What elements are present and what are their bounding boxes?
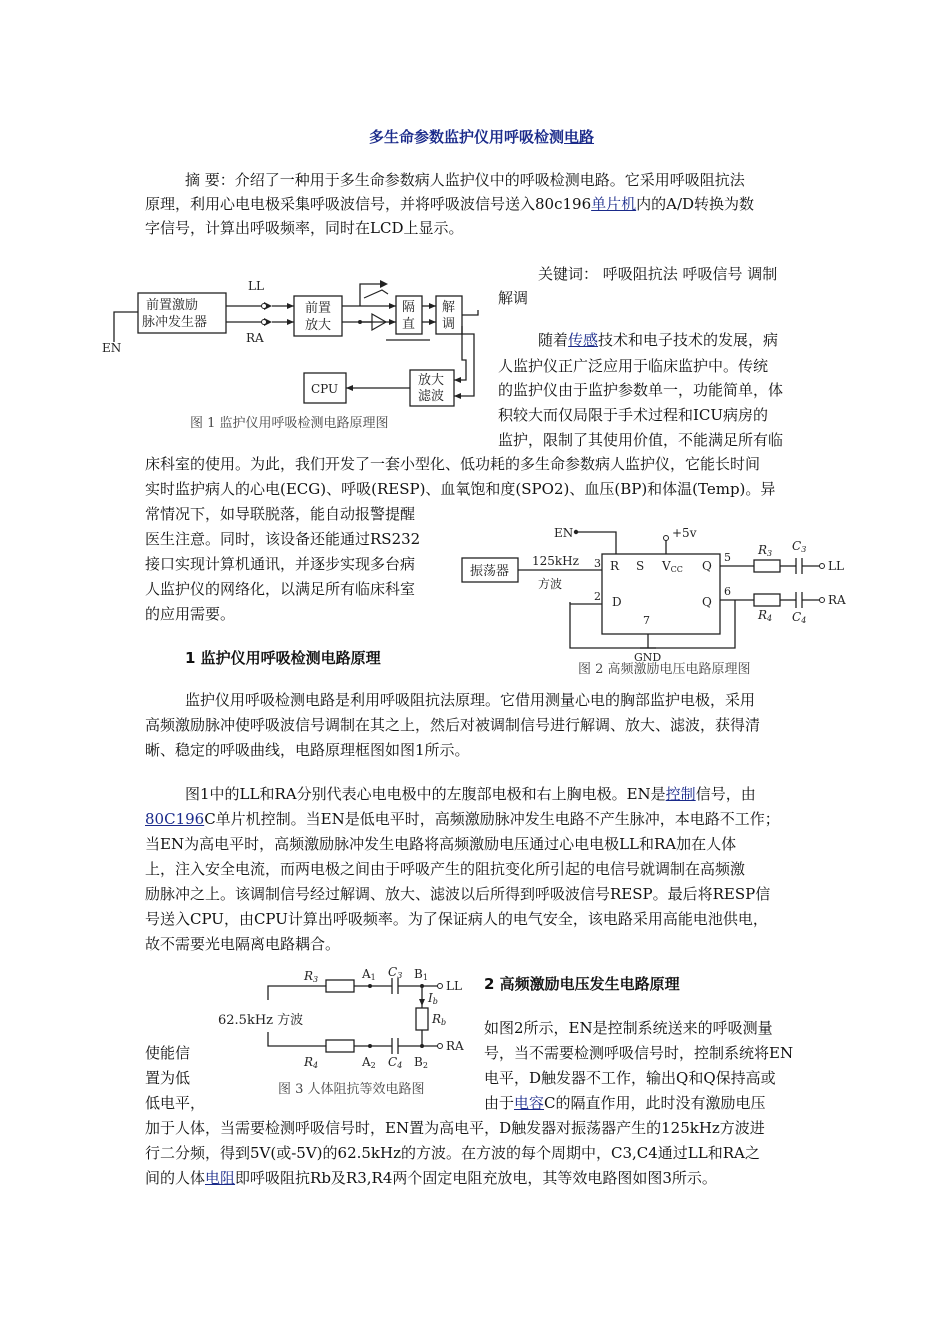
section1-p1-line-1: 监护仪用呼吸检测电路是利用呼吸阻抗法原理。它借用测量心电的胸部监护电极，采用 <box>185 691 756 709</box>
fig2-gnd-label: GND <box>634 651 662 664</box>
fig1-isolate-label-1: 隔 <box>402 300 416 315</box>
section2-full-line-2: 行二分频，得到5V(或-5V)的62.5kHz的方波。在方波的每个周期中，C3,C4通过LL和RA之 <box>145 1144 760 1162</box>
title-link[interactable]: 电路 <box>564 128 595 146</box>
keywords-line-1: 关键词： 呼吸阻抗法 呼吸信号 调制 <box>538 265 778 283</box>
link-capacitor[interactable]: 电容 <box>514 1094 545 1112</box>
section1-p2-line-5: 励脉冲之上。该调制信号经过解调、放大、滤波以后所得到呼吸波信号RESP。最后将RESP信 <box>145 885 771 903</box>
fig2-pin5: 5 <box>724 551 731 564</box>
fig1-ampfilter-label-1: 放大 <box>418 373 445 388</box>
fig3-r4-label: R4 <box>304 1055 319 1070</box>
fig1-preamp-label-2: 放大 <box>305 318 332 333</box>
section2-left-line-3: 低电平， <box>145 1094 206 1112</box>
fig2-c3-label: C3 <box>792 539 807 554</box>
fig3-rb-label: Rb <box>432 1012 447 1027</box>
section1-p2-line-3: 当EN为高电平时，高频激励脉冲发生电路将高频激励电压通过心电电极LL和RA加在人体 <box>145 835 737 853</box>
keywords-line-2: 解调 <box>498 289 529 307</box>
section-2-heading: 2 高频激励电压发生电路原理 <box>484 975 680 993</box>
fig1-pulse-label-2: 脉冲发生器 <box>142 315 208 330</box>
intro-line-1: 随着传感技术和电子技术的发展，病 <box>538 331 779 349</box>
fig2-freq-label: 125kHz <box>532 554 579 568</box>
link-mcu[interactable]: 单片机 <box>591 195 637 213</box>
fig3-c3-label: C3 <box>388 966 403 980</box>
fig3-caption: 图 3 人体阻抗等效电路图 <box>278 1082 425 1097</box>
section2-left-line-2: 置为低 <box>145 1069 191 1087</box>
fig2-pin3: 3 <box>594 557 601 570</box>
fig1-pulse-label-1: 前置激励 <box>146 298 199 313</box>
section-1-heading: 1 监护仪用呼吸检测电路原理 <box>185 649 381 667</box>
intro-line-12: 的应用需要。 <box>145 605 236 623</box>
fig3-a2-label: A2 <box>362 1055 376 1070</box>
section1-p2-line-6: 号送入CPU，由CPU计算出呼吸频率。为了保证病人的电气安全，该电路采用高能电池供电， <box>145 910 768 928</box>
fig2-vcc-label: VCC <box>662 559 683 574</box>
fig3-ra-label: RA <box>446 1039 464 1053</box>
figure-3 <box>200 966 490 1106</box>
figure-2 <box>458 518 858 682</box>
fig2-r3-label: R3 <box>758 543 773 558</box>
section1-p2-line-1: 图1中的LL和RA分别代表心电电极中的左腹部电极和右上胸电极。EN是控制信号，由 <box>185 785 756 803</box>
fig2-osc-label: 振荡器 <box>470 564 510 579</box>
fig2-caption: 图 2 高频激励电压电路原理图 <box>578 662 751 677</box>
intro-line-8: 常情况下，如导联脱落，能自动报警提醒 <box>145 505 416 523</box>
fig2-c4-label: C4 <box>792 610 807 625</box>
intro-line-2: 人监护仪正广泛应用于临床监护中。传统 <box>498 357 769 375</box>
fig1-preamp-label-1: 前置 <box>305 301 332 316</box>
abstract-line-1: 摘 要：介绍了一种用于多生命参数病人监护仪中的呼吸检测电路。它采用呼吸阻抗法 <box>185 171 745 189</box>
fig3-b1-label: B1 <box>414 967 428 982</box>
intro-line-10: 接口实现计算机通讯，并逐步实现多台病 <box>145 555 416 573</box>
fig2-vplus-label: +5v <box>672 526 697 540</box>
abstract-line-2: 原理，利用心电电极采集呼吸波信号，并将呼吸波信号送入80c196单片机内的A/D转换为数 <box>145 195 755 213</box>
fig3-r3-label: R3 <box>304 969 319 984</box>
fig2-wave-label: 方波 <box>538 577 563 591</box>
fig2-qbar-label: Q <box>702 595 712 609</box>
section2-full-line-1: 加于人体，当需要检测呼吸信号时，EN置为高电平，D触发器对振荡器产生的125kHz方波进 <box>145 1119 765 1137</box>
section1-p2-line-2: 80C196C单片机控制。当EN是低电平时，高频激励脉冲发生电路不产生脉冲，本电路不工作； <box>145 810 780 828</box>
fig1-demod-label-1: 解 <box>442 300 456 315</box>
link-sensor[interactable]: 传感 <box>568 331 599 349</box>
abstract-line-3: 字信号，计算出呼吸频率，同时在LCD上显示。 <box>145 219 464 237</box>
section2-right-line-1: 如图2所示，EN是控制系统送来的呼吸测量 <box>484 1019 773 1037</box>
intro-line-11: 人监护仪的网络化，以满足所有临床科室 <box>145 580 416 598</box>
fig2-pin7: 7 <box>643 614 650 627</box>
intro-line-5: 监护，限制了其使用价值，不能满足所有临 <box>498 431 784 449</box>
fig2-q-label: Q <box>702 559 712 573</box>
fig3-source-label: 62.5kHz 方波 <box>218 1013 304 1028</box>
fig3-ll-label: LL <box>446 979 462 993</box>
fig3-b2-label: B2 <box>414 1055 428 1070</box>
figure-1 <box>100 270 500 435</box>
fig2-pin6: 6 <box>724 585 731 598</box>
intro-line-4: 积较大而仅局限于手术过程和ICU病房的 <box>498 406 769 424</box>
fig1-ampfilter-label-2: 滤波 <box>418 389 445 404</box>
fig1-ll-label: LL <box>248 279 264 293</box>
section2-right-line-4: 由于电容C的隔直作用，此时没有激励电压 <box>484 1094 766 1112</box>
intro-line-6: 床科室的使用。为此，我们开发了一套小型化、低功耗的多生命参数病人监护仪，它能长时间 <box>145 455 761 473</box>
section1-p2-line-7: 故不需要光电隔离电路耦合。 <box>145 935 341 953</box>
page-title: 多生命参数监护仪用呼吸检测电路 <box>369 128 595 146</box>
link-80c196[interactable]: 80C196 <box>145 810 205 828</box>
fig3-c4-label: C4 <box>388 1055 403 1070</box>
intro-line-3: 的监护仪由于监护参数单一，功能简单，体 <box>498 381 784 399</box>
fig2-ra-label: RA <box>828 593 846 607</box>
section2-right-line-2: 号，当不需要检测呼吸信号时，控制系统将EN <box>484 1044 794 1062</box>
fig2-r-label: R <box>610 559 620 573</box>
fig1-ra-label: RA <box>246 331 264 345</box>
fig2-r4-label: R4 <box>758 608 773 623</box>
fig2-pin2: 2 <box>594 590 601 603</box>
fig3-ib-label: Ib <box>428 991 438 1006</box>
intro-line-7: 实时监护病人的心电(ECG)、呼吸(RESP)、血氧饱和度(SPO2)、血压(BP)和体温(Temp)。异 <box>145 480 776 498</box>
section1-p1-line-3: 晰、稳定的呼吸曲线，电路原理框图如图1所示。 <box>145 741 470 759</box>
intro-line-9: 医生注意。同时，该设备还能通过RS232 <box>145 530 421 548</box>
section2-left-line-1: 使能信 <box>145 1044 191 1062</box>
fig2-s-label: S <box>636 559 645 573</box>
fig2-d-label: D <box>612 595 622 609</box>
fig2-ll-label: LL <box>828 559 844 573</box>
section2-full-line-3: 间的人体电阻即呼吸阻抗Rb及R3,R4两个固定电阻充放电，其等效电路图如图3所示。 <box>145 1169 717 1187</box>
section1-p2-line-4: 上，注入安全电流，而两电极之间由于呼吸产生的阻抗变化所引起的电信号就调制在高频激 <box>145 860 746 878</box>
fig1-isolate-label-2: 直 <box>402 317 416 332</box>
link-resistor[interactable]: 电阻 <box>205 1169 236 1187</box>
fig1-cpu-label: CPU <box>311 382 339 396</box>
fig1-demod-label-2: 调 <box>442 317 456 332</box>
section2-right-line-3: 电平，D触发器不工作，输出Q和Q保持高或 <box>484 1069 776 1087</box>
fig2-en-label: EN <box>554 526 574 540</box>
fig1-caption: 图 1 监护仪用呼吸检测电路原理图 <box>190 416 389 431</box>
fig1-en-label: EN <box>102 341 122 355</box>
section1-p1-line-2: 高频激励脉冲使呼吸波信号调制在其之上，然后对被调制信号进行解调、放大、滤波，获得清 <box>145 716 761 734</box>
link-control[interactable]: 控制 <box>665 785 696 803</box>
fig3-a1-label: A1 <box>362 967 376 982</box>
